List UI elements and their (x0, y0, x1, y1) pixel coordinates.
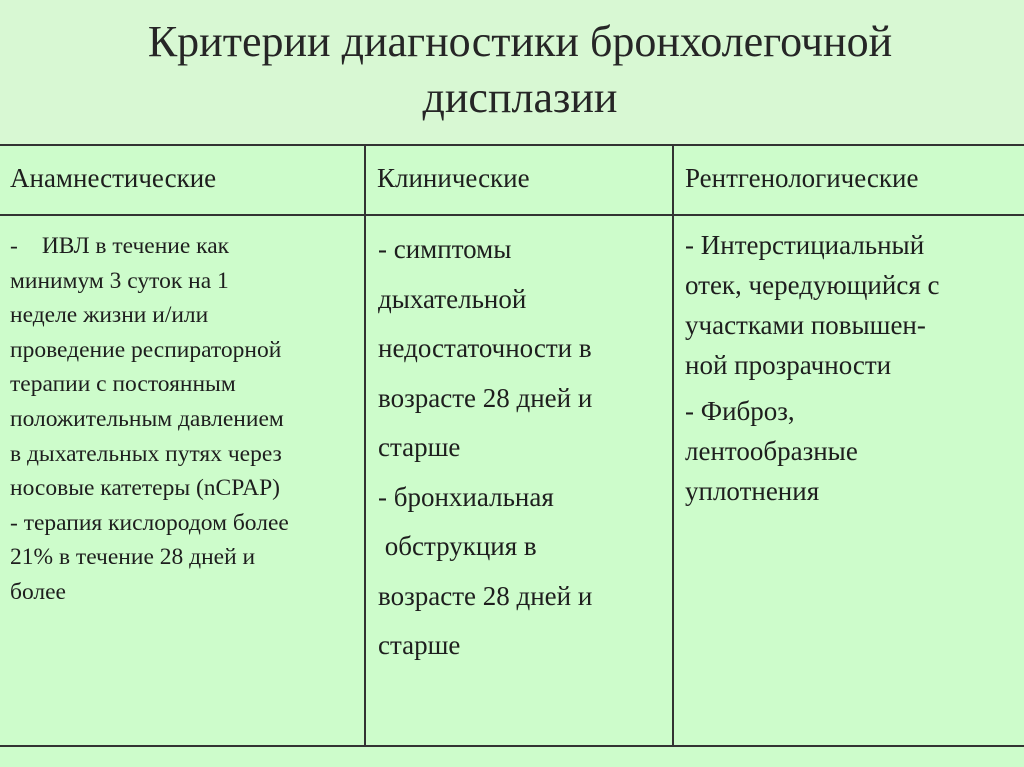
line: - бронхиальная (378, 481, 554, 512)
line: - Интерстициальный (685, 230, 925, 260)
line: более (10, 578, 66, 605)
line: 21% в течение 28 дней и (10, 544, 256, 571)
line: уплотнения (685, 476, 820, 506)
title-area (0, 0, 1024, 145)
line: лентообразные (685, 436, 858, 466)
line: - симптомы (378, 234, 512, 264)
line: старше (378, 630, 461, 660)
slide-title (70, 14, 970, 126)
line: носовые катетеры (nCPAP) (10, 475, 281, 502)
cell-anamnestic (10, 229, 360, 610)
title-line-1: Критерии диагностики бронхолегочной (147, 17, 893, 66)
paragraph (685, 225, 1015, 385)
line: возрасте 28 дней и (378, 580, 593, 611)
line (10, 229, 360, 264)
cell-radiological (685, 225, 1015, 511)
line: возрасте 28 дней и (378, 382, 593, 413)
header-radiological: Рентгенологические (685, 163, 919, 193)
line: дыхательной (378, 283, 527, 314)
header-clinical: Клинические (377, 163, 530, 193)
line: участками повышен- (685, 310, 926, 340)
header-row-border (0, 214, 1024, 216)
column-divider-2 (672, 145, 674, 746)
line-text: ИВЛ в течение как (41, 233, 230, 259)
bullet-dash: - (10, 233, 18, 259)
line: минимум 3 суток на 1 (10, 267, 229, 294)
header-anamnestic: Анамнестические (10, 163, 217, 193)
line: проведение респираторной (10, 336, 282, 363)
table-top-border (0, 144, 1024, 146)
line: отек, чередующийся с (685, 270, 940, 300)
column-divider-1 (364, 145, 366, 746)
title-line-2: дисплазии (422, 73, 618, 122)
line: старше (378, 432, 461, 462)
cell-clinical (378, 225, 670, 671)
line: в дыхательных путях через (10, 440, 282, 467)
table-bottom-border (0, 745, 1024, 747)
line: ной прозрачности (685, 350, 892, 380)
line: терапии с постоянным (10, 371, 236, 398)
line: - терапия кислородом более (10, 509, 289, 536)
line: неделе жизни и/или (10, 302, 209, 329)
line: недостаточности в (378, 333, 592, 363)
line: обструкция в (378, 531, 537, 561)
line: - Фиброз, (685, 396, 795, 426)
line: положительным давлением (10, 405, 284, 432)
paragraph (685, 391, 1015, 511)
